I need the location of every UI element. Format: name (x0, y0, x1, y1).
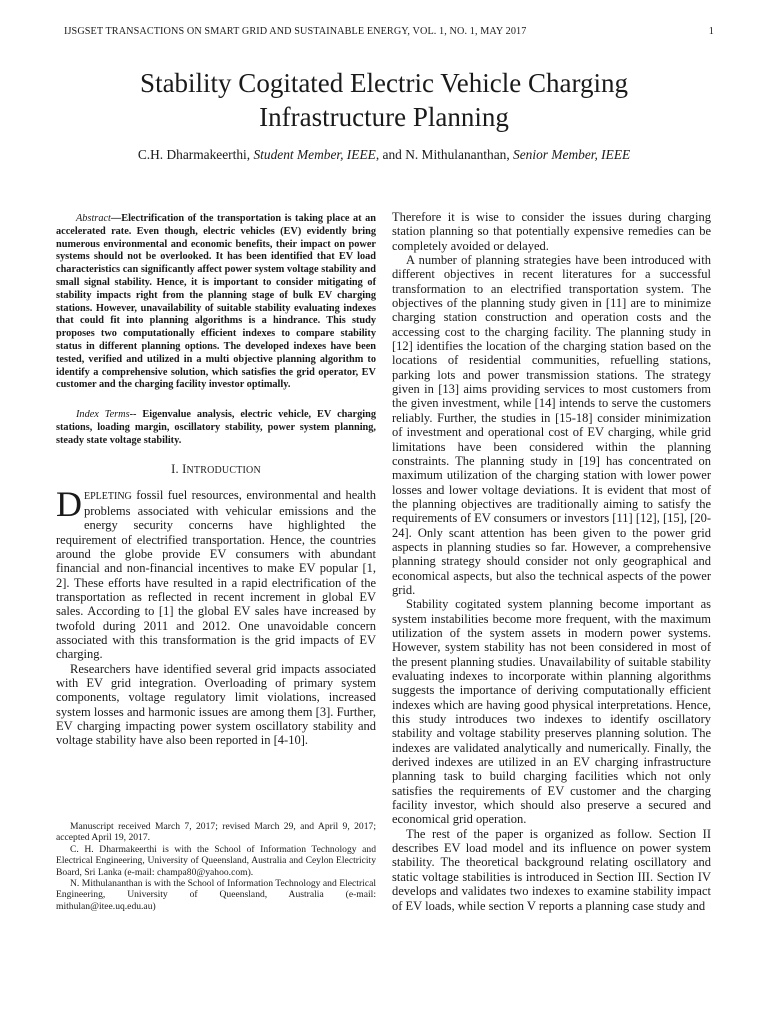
footnote-author-2: N. Mithulananthan is with the School of Information Technology and Electrical Engineering, University of Queensland, Australia (e-mail: mithulan@itee.uq.edu.au) (56, 878, 376, 912)
section-numeral: I. I (171, 461, 187, 476)
title-line-1: Stability Cogitated Electric Vehicle Charging (140, 68, 628, 98)
drop-cap: D (56, 483, 82, 524)
footnotes (56, 821, 376, 912)
index-terms (56, 409, 376, 447)
body-paragraph-stability: Stability cogitated system planning become important as system instabilities become more frequent, with the maximum utilization of the system assets in modern power systems. However, system stability has not been considered in most of the present planning studies. Unavailability of suitable stability evaluating indexes to incorporate within planning algorithms suggests the importance of deriving computationally efficient indexes which are having good physical interpretations. Hence, this study introduces two indexes to identify oscillatory stability and voltage stability preserves planning solution. The indexes are validated analytically and numerically. Finally, the derived indexes are utilized in an EV charging infrastructure planning task to build charging facilities which not only satisfies the requirements of EV customer and the charging facility investor, which should also preserve a secured and economical grid operation. (392, 597, 711, 827)
section-heading-introduction (56, 462, 376, 477)
running-header (64, 26, 714, 37)
author-1-name: C.H. Dharmakeerthi, (137, 147, 254, 162)
body-paragraph-continued: Therefore it is wise to consider the issues during charging station planning so that potentially expensive remedies can be completely avoided or delayed. (392, 210, 711, 253)
author-line (40, 147, 728, 163)
abstract-text: —Electrification of the transportation is taking place at an accelerated rate. Even though, electric vehicles (EV) evidently bring numerous environmental and economic benefits, their impact on power systems should not be overlooked. It has been identified that EV load characteristics can significantly affect power system voltage stability and small signal stability. Hence, it is important to consider mitigating of stability impacts right from the planning stage of bulk EV charging stations. However, unavailability of suitable stability evaluating indexes that could fit into planning algorithms is a hindrance. This study proposes two computationally efficient indexes to compare stability status in different planning options. The developed indexes have been tested, verified and utilized in a multi objective planning algorithm to identify a comprehensive solution, which satisfies the grid operator, EV customer and the charging facility investor optimally. (56, 213, 376, 391)
intro-paragraph-1 (56, 483, 376, 662)
author-joiner: , and N. Mithulananthan, (375, 147, 514, 162)
abstract-label: Abstract (76, 213, 111, 224)
intro-paragraph-2: Researchers have identified several grid impacts associated with EV grid integration. Overloading of primary system components, voltage regulatory limit violations, increased system losses and harmonic issues are among them [3]. Further, EV charging impacting power system oscillatory stability and voltage stability have also been reported in [4-10]. (56, 661, 376, 748)
author-1-role: Student Member, IEEE (253, 147, 376, 162)
abstract (56, 213, 376, 392)
page-number: 1 (708, 26, 714, 37)
intro-lead-word: EPLETING (84, 490, 132, 502)
footnote-author-1: C. H. Dharmakeerthi is with the School of Information Technology and Electrical Engineering, University of Queensland, Australia and Ceylon Electricity Board, Sri Lanka (e-mail: champa80@yahoo.com). (56, 843, 376, 878)
author-2-role: Senior Member, IEEE (513, 147, 631, 162)
body-paragraph-organization: The rest of the paper is organized as follow. Section II describes EV load model and its influence on power system stability. The theoretical background relating oscillatory and static voltage stabilities is introduced in Section III. Section IV develops and validates two indexes to examine stability impact of EV loads, while section V reports a planning case study and (392, 826, 711, 913)
left-column (56, 213, 376, 748)
journal-name: IJSGSET TRANSACTIONS ON SMART GRID AND SUSTAINABLE ENERGY, VOL. 1, NO. 1, MAY 2017 (64, 26, 527, 37)
intro-paragraph-1-text: fossil fuel resources, environmental and health problems associated with vehicular emissions and the energy security concerns have highlighted the requirement of electrified transportation. Hence, the countries around the globe provide EV consumers with abundant financial and non-financial incentives to make EV popular [1, 2]. These efforts have resulted in a rapid electrification of the transportation as reflected in recent increment in global EV sales. According to [1] the global EV sales have increased by twofold during 2011 and 2012. One unavoidable concern associated with this transformation is the grid impacts of EV charging. (56, 487, 376, 662)
body-paragraph-planning: A number of planning strategies have been introduced with different objectives in recent literatures for a successful transformation to an electrified transportation system. The objectives of the planning study given in [11] are to minimize charging station construction and operation costs and the accessing cost to the charging facility. The planning study in [12] identifies the location of the charging station based on the locations of residential communities, refuelling stations, parking lots and power transmission stations. The strategy given in [13] aims providing services to most customers from the given investment, while [14] intends to serve the customers reliably. Further, the studies in [15-18] consider minimization of investment and operational cost of EV charging, while grid limitations have been considered within the planning constraints. The planning study in [19] has concentrated on maximum utilization of the charging station with lower power losses and lower voltage deviations. It is evident that most of the planning objectives are traditionally aiming to satisfy the requirements of EV consumers or investors [11] [12], [15], [20-24]. Only scant attention has been given to the power grid aspects in planning studies so far. However, a comprehensive planning strategy should consider not only geographical and economical aspects, but also the technical aspects of the power grid. (392, 253, 711, 597)
section-title-rest: NTRODUCTION (186, 464, 261, 476)
title-line-2: Infrastructure Planning (259, 102, 509, 132)
index-terms-label: Index Terms (76, 409, 130, 421)
paper-title (40, 66, 728, 134)
footnote-manuscript: Manuscript received March 7, 2017; revised March 29, and April 9, 2017; accepted April 19, 2017. (56, 821, 376, 844)
right-column (392, 210, 711, 913)
index-terms-text: -- Eigenvalue analysis, electric vehicle, EV charging stations, loading margin, oscillatory stability, power system planning, steady state voltage stability. (56, 409, 376, 446)
